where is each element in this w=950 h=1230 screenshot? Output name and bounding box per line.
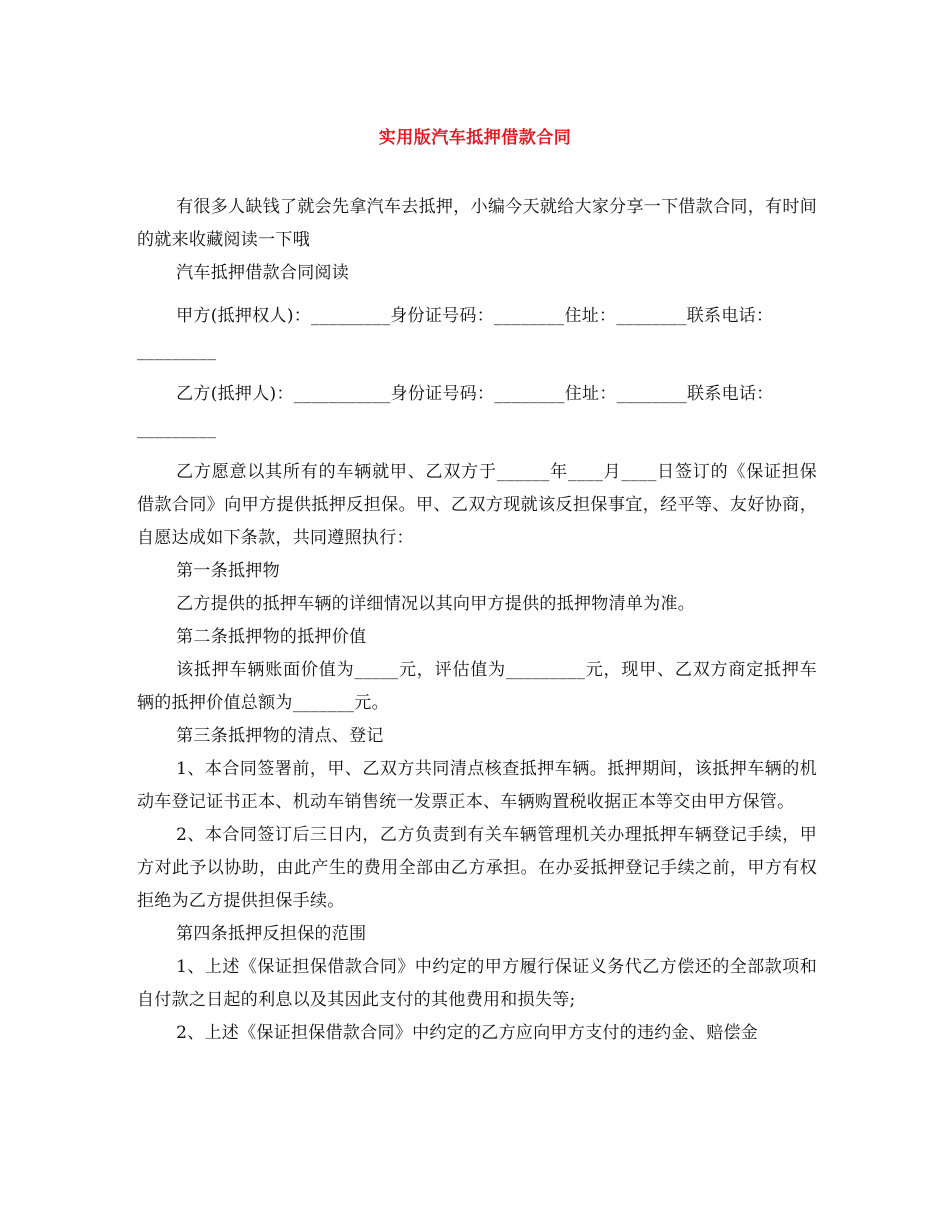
article-1-title: 第一条抵押物 (176, 561, 280, 581)
article-1-text: 乙方提供的抵押车辆的详细情况以其向甲方提供的抵押物清单为准。 (176, 594, 696, 614)
party-a-line (137, 300, 817, 368)
intro-paragraph: 有很多人缺钱了就会先拿汽车去抵押，小编今天就给大家分享一下借款合同，有时间的就来收藏阅读一下哦 (137, 197, 817, 250)
party-a-phone-blank: _________ (137, 341, 217, 361)
article-4-item-1: 1、上述《保证担保借款合同》中约定的甲方履行保证义务代乙方偿还的全部款项和自付款之日起的利息以及其因此支付的其他费用和损失等; (137, 957, 817, 1010)
subtitle-line: 汽车抵押借款合同阅读 (176, 263, 350, 283)
article-4-title: 第四条抵押反担保的范围 (176, 924, 367, 944)
party-a-text: 甲方(抵押权人)：_________身份证号码：________住址：________联系电话： (176, 306, 774, 326)
article-3-item-2: 2、本合同签订后三日内，乙方负责到有关车辆管理机关办理抵押车辆登记手续，甲方对此予以协助，由此产生的费用全部由乙方承担。在办妥抵押登记手续之前，甲方有权拒绝为乙方提供担保手续。 (137, 825, 817, 911)
article-2-title: 第二条抵押物的抵押价值 (176, 627, 367, 647)
party-b-text: 乙方(抵押人)：___________身份证号码：________住址：________联系电话： (176, 384, 774, 404)
article-4-item-2: 2、上述《保证担保借款合同》中约定的乙方应向甲方支付的违约金、赔偿金 (176, 1023, 759, 1043)
preamble-paragraph: 乙方愿意以其所有的车辆就甲、乙双方于______年____月____日签订的《保证担保借款合同》向甲方提供抵押反担保。甲、乙双方现就该反担保事宜，经平等、友好协商，自愿达成如下条款，共同遵照执行： (137, 462, 817, 548)
document-body (137, 191, 817, 1050)
document-title: 实用版汽车抵押借款合同 (378, 128, 572, 148)
party-b-line (137, 378, 817, 446)
article-2-text: 该抵押车辆账面价值为_____元，评估值为_________元，现甲、乙双方商定抵押车辆的抵押价值总额为_______元。 (137, 660, 817, 713)
party-b-phone-blank: _________ (137, 419, 217, 439)
article-3-item-1: 1、本合同签署前，甲、乙双方共同清点核查抵押车辆。抵押期间，该抵押车辆的机动车登记证书正本、机动车销售统一发票正本、车辆购置税收据正本等交由甲方保管。 (137, 759, 817, 812)
article-3-title: 第三条抵押物的清点、登记 (176, 726, 384, 746)
